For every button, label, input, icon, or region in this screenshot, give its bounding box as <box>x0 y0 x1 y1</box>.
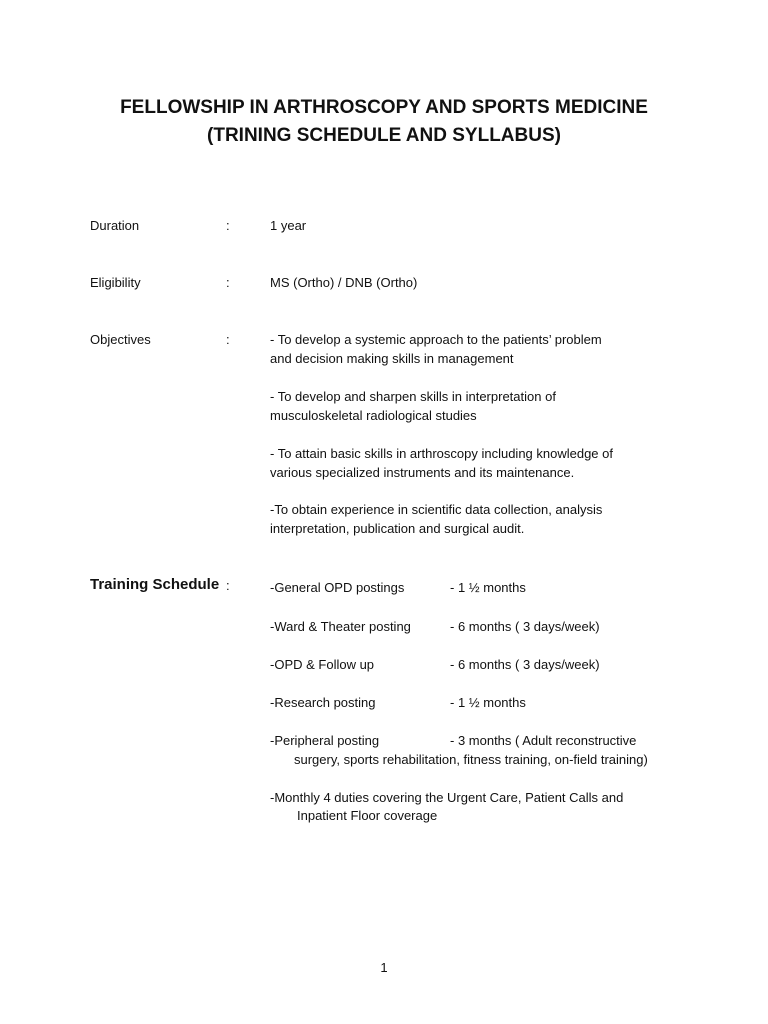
objective-line: -To obtain experience in scientific data collection, analysis <box>270 502 603 517</box>
objective-line: and decision making skills in management <box>270 351 514 366</box>
page-number: 1 <box>380 960 388 975</box>
objective-line: - To develop a systemic approach to the patients’ problem <box>270 332 602 347</box>
training-schedule-colon: : <box>226 578 230 593</box>
title-line-1: FELLOWSHIP IN ARTHROSCOPY AND SPORTS MEDICINE <box>120 97 648 118</box>
eligibility-value: MS (Ortho) / DNB (Ortho) <box>270 275 418 290</box>
posting-name: -OPD & Follow up <box>270 657 375 672</box>
objective-line: interpretation, publication and surgical audit. <box>270 521 525 536</box>
posting-duration: - 3 months ( Adult reconstructive <box>450 733 637 748</box>
objective-line: musculoskeletal radiological studies <box>270 408 477 423</box>
posting-duration: - 1 ½ months <box>450 580 526 595</box>
objective-line: various specialized instruments and its maintenance. <box>270 465 575 480</box>
posting-duration: - 6 months ( 3 days/week) <box>450 657 600 672</box>
posting-name: -Ward & Theater posting <box>270 619 411 634</box>
objective-line: - To attain basic skills in arthroscopy including knowledge of <box>270 446 613 461</box>
training-schedule-label: Training Schedule <box>90 576 220 593</box>
objective-line: - To develop and sharpen skills in interpretation of <box>270 389 556 404</box>
objective-item <box>270 444 690 482</box>
eligibility-colon: : <box>226 275 230 290</box>
posting-name: -General OPD postings <box>270 580 405 595</box>
title-line-2: (TRINING SCHEDULE AND SYLLABUS) <box>207 125 561 146</box>
duties-line-1: -Monthly 4 duties covering the Urgent Care, Patient Calls and <box>270 790 624 805</box>
objective-item <box>270 500 690 538</box>
duties-line-2: Inpatient Floor coverage <box>297 808 438 823</box>
objectives-colon: : <box>226 332 230 347</box>
posting-duration: - 6 months ( 3 days/week) <box>450 619 600 634</box>
posting-name: -Research posting <box>270 695 376 710</box>
duration-colon: : <box>226 218 230 233</box>
objectives-label: Objectives <box>90 332 151 347</box>
eligibility-label: Eligibility <box>90 275 141 290</box>
duration-value: 1 year <box>270 218 307 233</box>
posting-name: -Peripheral posting <box>270 733 380 748</box>
objective-item <box>270 387 690 425</box>
objective-item <box>270 330 690 368</box>
posting-duration: - 1 ½ months <box>450 695 526 710</box>
document-title <box>0 94 768 150</box>
posting-continuation: surgery, sports rehabilitation, fitness training, on-field training) <box>294 752 648 767</box>
duration-label: Duration <box>90 218 140 233</box>
